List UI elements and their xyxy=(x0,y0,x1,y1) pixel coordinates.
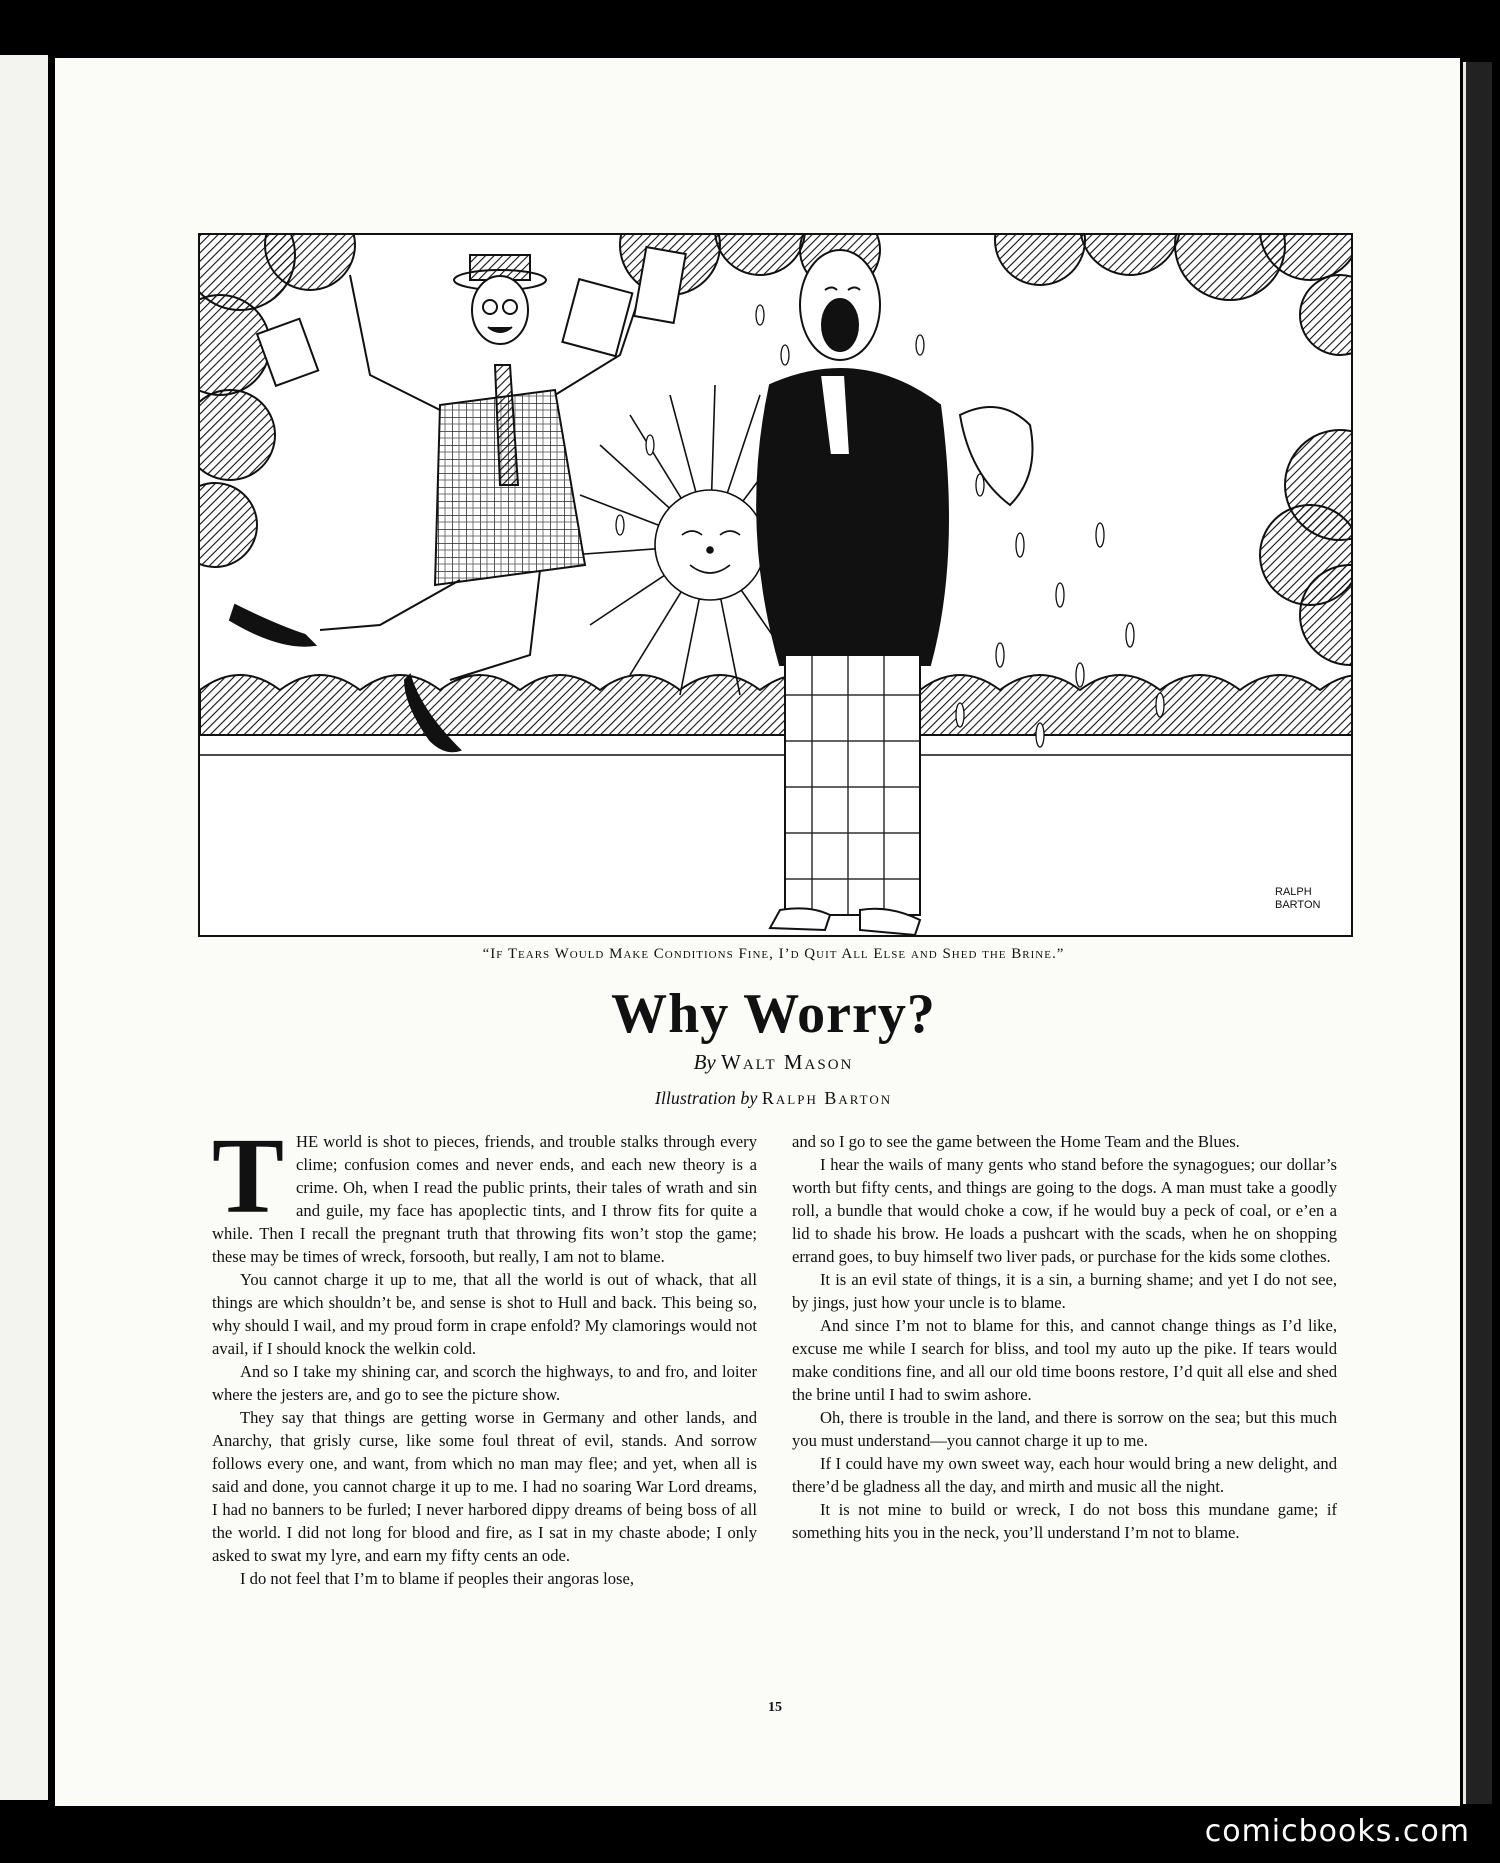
dancing-man xyxy=(230,247,686,751)
illustrator-credit xyxy=(198,1088,1349,1109)
illustrator-name: Ralph Barton xyxy=(761,1088,893,1108)
article-paragraph: I do not feel that I’m to blame if peoples their angoras lose, xyxy=(240,1569,634,1588)
author-byline xyxy=(198,1050,1349,1075)
article-paragraph: If I could have my own sweet way, each hour would bring a new delight, and there’d be gladness all the day, and mirth and music all the night. xyxy=(792,1454,1337,1496)
artist-signature: RALPH xyxy=(1275,886,1312,898)
article-paragraph: And so I take my shining car, and scorch the highways, to and fro, and loiter where the jesters are, and go to see the picture show. xyxy=(212,1362,757,1404)
article-paragraph: I hear the wails of many gents who stand before the synagogues; our dollar’s worth but fifty cents, and things are going to the dogs. A man must take a goodly roll, a bundle that would choke a cow, if he would buy a peck of coal, or e’en a lid to shade his brow. He loads a pushcart with the scads, when he on shopping errand goes, to buy himself two liver pads, or purchase for the kids some clothes. xyxy=(792,1155,1337,1266)
cartoon-drawing xyxy=(200,235,1351,935)
article-paragraph: They say that things are getting worse in Germany and other lands, and Anarchy, that grisly curse, like some foul threat of evil, stands. And sorrow follows every one, and want, from which no man may flee; and yet, when all is said and done, you cannot charge it up to me. I had no soaring War Lord dreams, I had no banners to be furled; I never harbored dippy dreams of being boss of all the world. I did not long for blood and fire, as I sat in my chaste abode; I only asked to swat my lyre, and earn my fifty cents an ode. xyxy=(212,1408,757,1565)
cloud-top-left xyxy=(200,235,355,567)
cloud-right xyxy=(1260,430,1351,665)
facing-page-edge xyxy=(0,55,48,1800)
article-paragraph: It is an evil state of things, it is a sin, a burning shame; and yet I do not see, by jings, just how your uncle is to blame. xyxy=(792,1270,1337,1312)
artist-signature-2: BARTON xyxy=(1275,899,1321,911)
article-paragraph: You cannot charge it up to me, that all the world is out of whack, that all things are which shouldn’t be, and sense is shot to Hull and back. This being so, why should I wail, and my proud form in crape enfold? My clamorings would not avail, if I should knock the welkin cold. xyxy=(212,1270,757,1358)
article-paragraph: THE world is shot to pieces, friends, and trouble stalks through every clime; confusion comes and never ends, and each new theory is a crime. Oh, when I read the public prints, their tales of wrath and sin and guile, my face has apoplectic tints, and I throw fits for quite a while. Then I recall the pregnant truth that throwing fits won’t stop the game; these may be times of wreck, forsooth, but really, I am not to blame. xyxy=(212,1117,757,1266)
cloud-top-right xyxy=(995,235,1351,355)
cartoon-illustration xyxy=(198,233,1353,937)
article-paragraph: Oh, there is trouble in the land, and there is sorrow on the sea; but this much you must understand—you cannot charge it up to me. xyxy=(792,1408,1337,1450)
article-column-right xyxy=(792,1130,1337,1544)
article-title: Why Worry? xyxy=(611,983,936,1045)
article-paragraph: It is not mine to build or wreck, I do not boss this mundane game; if something hits you in the neck, you’ll understand I’m not to blame. xyxy=(792,1500,1337,1542)
page-binding-edge xyxy=(1463,62,1492,1804)
illustration-caption: “If Tears Would Make Conditions Fine, I’d Quit All Else and Shed the Brine.” xyxy=(482,946,1065,962)
drop-cap: T xyxy=(212,1117,285,1236)
byline-prefix: By xyxy=(693,1050,716,1074)
article-paragraph: And since I’m not to blame for this, and cannot change things as I’d like, excuse me while I search for bliss, and tool my auto up the pike. If tears would make conditions fine, and all our old time boons restore, I’d quit all else and shed the brine until I had to swim ashore. xyxy=(792,1316,1337,1404)
illustrator-prefix: Illustration by xyxy=(654,1088,758,1108)
site-watermark: comicbooks.com xyxy=(1204,1814,1470,1849)
article-column-left xyxy=(212,1117,757,1590)
hatched-horizon xyxy=(200,675,1351,735)
author-name: Walt Mason xyxy=(721,1050,854,1074)
article-paragraph: and so I go to see the game between the Home Team and the Blues. xyxy=(792,1132,1240,1151)
page-number: 15 xyxy=(768,1700,782,1715)
